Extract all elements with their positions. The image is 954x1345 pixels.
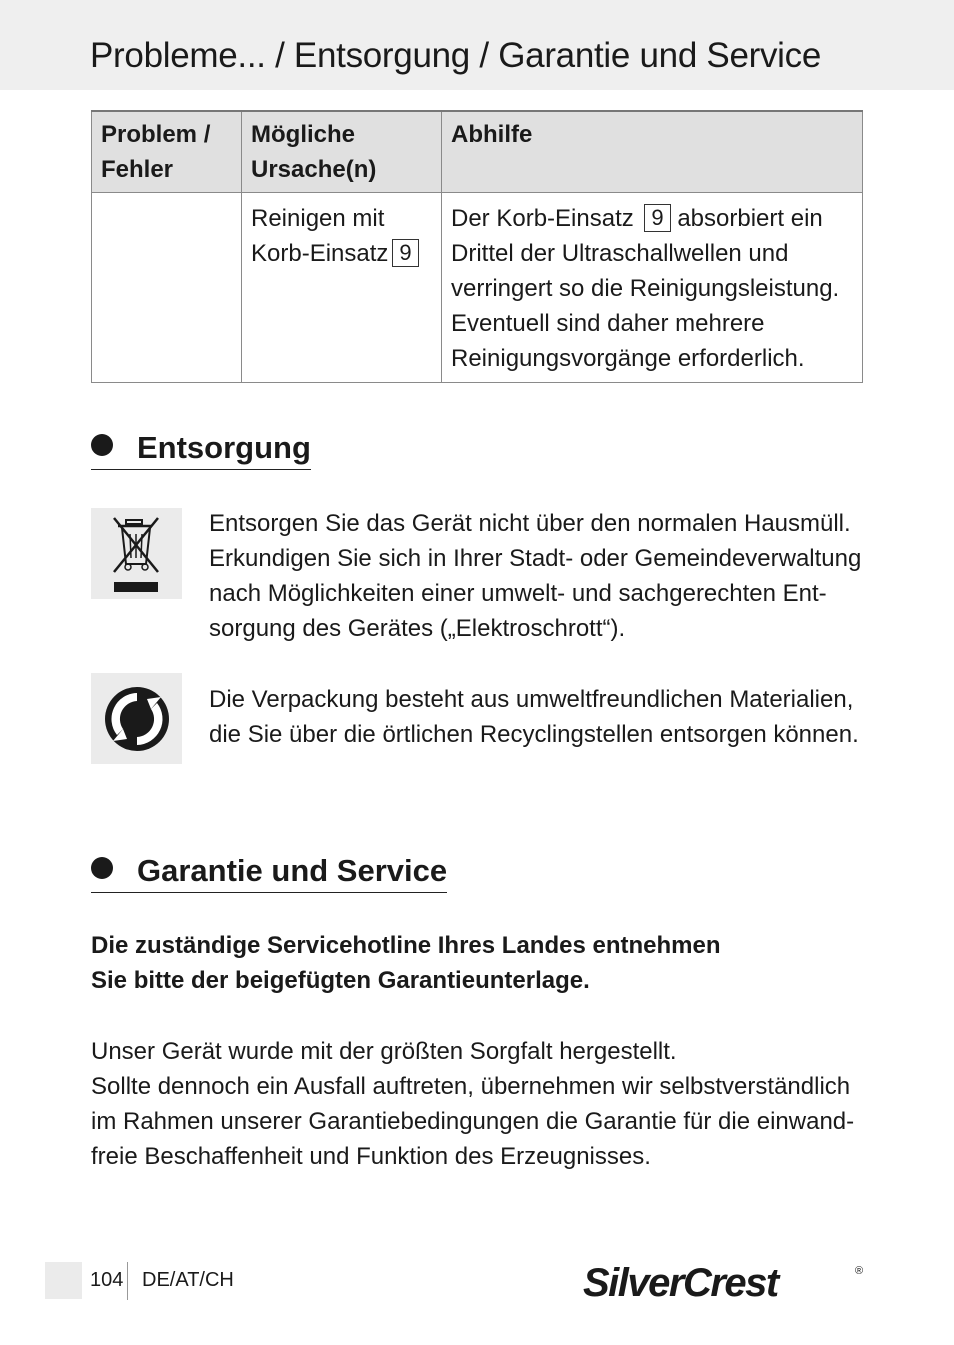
crossed-out-wheelie-bin-icon — [91, 508, 182, 599]
country-code: DE/AT/CH — [142, 1269, 234, 1291]
warranty-heading-text: Garantie und Service — [137, 853, 448, 888]
green-dot-recycling-icon — [91, 673, 182, 764]
table-row — [92, 193, 863, 383]
table-header-row — [92, 111, 863, 193]
bullet-icon — [91, 857, 113, 879]
problem-cell — [92, 193, 242, 383]
bullet-icon — [91, 434, 113, 456]
cause-text: Reinigen mit Korb-Einsatz — [251, 205, 389, 267]
packaging-recycling-text: Die Verpackung besteht aus umweltfreundlichen Materialien, die Sie über die örtlichen Recyclingstellen entsorgen können. — [209, 686, 859, 748]
silvercrest-logo — [583, 1256, 873, 1306]
part-reference-badge: 9 — [392, 239, 418, 267]
bin-glyph — [108, 514, 166, 594]
weee-disposal-text: Entsorgen Sie das Gerät nicht über den normalen Hausmüll. Erkundigen Sie sich in Ihrer Stadt- oder Gemeindeverwaltung nach Möglichkeiten einer umwelt- und sachgerechten Ent- sorgung des Gerätes („Elektroschrott“). — [209, 510, 862, 642]
service-hotline-note: Die zuständige Servicehotline Ihres Landes entnehmen Sie bitte der beigefügten Garantieunterlage. — [91, 932, 721, 994]
troubleshooting-table — [91, 110, 863, 383]
section-heading-warranty — [91, 853, 447, 893]
page-number: 104 — [90, 1269, 124, 1291]
warranty-body-text: Unser Gerät wurde mit der größten Sorgfalt hergestellt. Sollte dennoch ein Ausfall auftreten, übernehmen wir selbstverständlich im Rahmen unserer Garantiebedingungen die Garantie für die einwand- freie Beschaffenheit und Funktion des Erzeugnisses. — [91, 1038, 855, 1170]
remedy-text: absorbiert ein Drittel der Ultraschallwellen und verringert so die Reinigungsleistung. Eventuell sind daher mehrere Reinigungsvorgänge erforderlich. — [451, 205, 840, 372]
remedy-cell — [442, 193, 863, 383]
column-header-problem: Problem / Fehler — [92, 111, 242, 193]
page-title: Probleme... / Entsorgung / Garantie und Service — [90, 36, 822, 75]
footer-marker-box — [45, 1262, 82, 1299]
column-header-remedy: Abhilfe — [442, 111, 863, 193]
registered-mark: ® — [855, 1265, 864, 1277]
cause-cell — [242, 193, 442, 383]
remedy-prefix: Der Korb-Einsatz — [451, 205, 634, 232]
recycling-glyph — [103, 685, 171, 753]
footer-divider — [127, 1262, 128, 1300]
brand-wordmark: SilverCrest — [583, 1261, 778, 1305]
column-header-cause: Mögliche Ursache(n) — [242, 111, 442, 193]
section-heading-disposal — [91, 430, 311, 470]
part-reference-badge: 9 — [644, 204, 670, 232]
disposal-heading-text: Entsorgung — [137, 430, 311, 465]
